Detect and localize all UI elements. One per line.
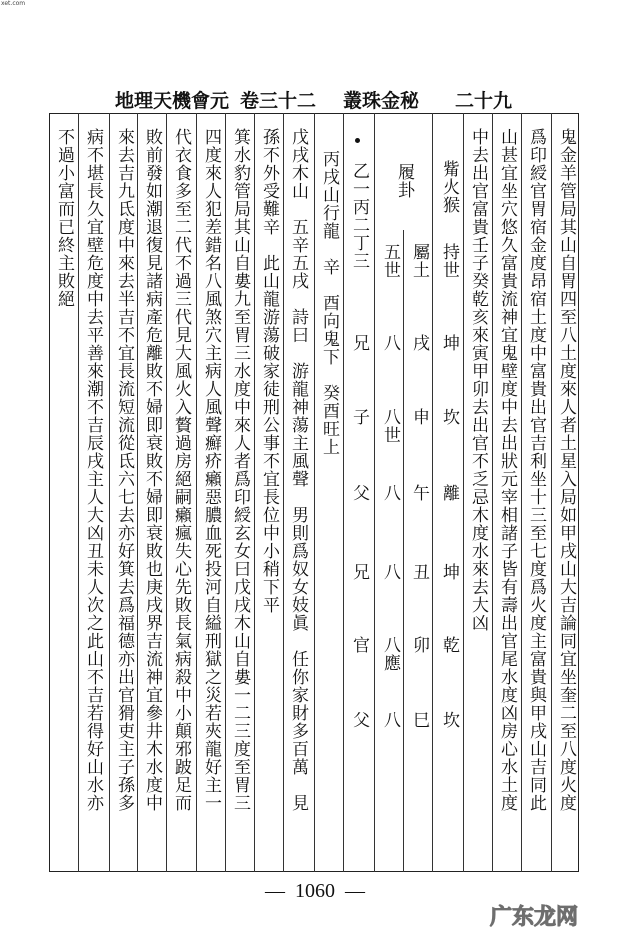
text-column: 戊戌木山 五辛五戌 詩曰 游龍神蕩主風聲 男則爲奴女妓眞 任你家財多百萬 見 [288,128,308,812]
hexagram-name: 履卦 [394,163,414,199]
text-column: 中去出官富貴壬子癸乾亥來寅甲卯去出官不乏忌木度水來去大凶 [468,128,488,632]
text-column: 敗前發如潮退復見諸病產危離敗不婦即衰敗不婦即衰敗也庚戌界吉流神宜參井木水度中 [142,128,162,812]
text-column: 鬼金羊管局其山自胃四至八土度來人者土星入局如甲戌山大吉論同宜坐奎二至八度火度 [556,128,576,812]
line-number: 八 [380,711,400,729]
element-label: 屬土 [409,243,429,279]
watermark-logo: 广东龙网 [490,905,579,930]
site-mark: xet.com [1,0,26,7]
text-column: 箕水豹管局其山自婁九至胃三水度中來人者爲印綬玄女曰戊戌木山自婁一二三度至胃三 [230,128,250,812]
text-column: 山甚宜坐穴悠久富貴流神宜鬼壁度中去出狀元宰相諸子皆有壽出官尾水度凶房心水土度 [497,128,517,812]
earthly-branch: 丑 [409,563,429,581]
line-number: 八 [380,334,400,352]
six-relation: 兄 [349,563,369,581]
line-number: 八應 [380,636,400,672]
book-title: 地理天機會元 [115,90,230,112]
six-relation: 子 [349,408,369,426]
trigram: 坎 [439,408,459,426]
line-number: 八 [380,563,400,581]
earthly-branch: 午 [409,484,429,502]
earthly-branch: 卯 [409,636,429,654]
text-column: 孫不外受難辛 此山龍游蕩破家徒刑公事不宜長位中小稍下平 [259,128,279,614]
section-title: 叢珠金秘 [343,90,420,112]
star-name: 觜火猴 [439,160,459,214]
line-number: 八 [380,484,400,502]
text-column: 不過小富而已終主敗絕 [54,128,74,308]
volume-label: 卷三十二 [240,90,317,112]
earthly-branch: 戌 [409,334,429,352]
stems-label: 乙一丙二丁三 [349,162,369,270]
six-relation: 兄 [349,334,369,352]
page-number: — 1060 — [265,880,365,902]
earthly-branch: 申 [409,408,429,426]
text-column: 爲印綬官胃宿金度昂宿土度中富貴出官吉利坐十三至七度爲火度主富貴與甲戌山吉同此 [526,128,546,812]
six-relation: 父 [349,711,369,729]
text-column: 來去吉九氐度中來去半吉不宜長流短流從氐六七去亦好箕去爲福德亦出官猾吏主子孫多 [114,128,134,812]
six-relation: 官 [349,636,369,654]
shi-label: 持世 [439,243,459,279]
folio-number: 二十九 [455,90,513,112]
trigram: 乾 [439,636,459,654]
text-column: 丙戌山行龍 辛 酉向鬼下 癸酉旺上 [319,150,339,456]
marker-dot [355,138,360,143]
generation-label: 五世 [380,243,400,279]
earthly-branch: 巳 [409,711,429,729]
six-relation: 父 [349,484,369,502]
trigram: 離 [439,484,459,502]
text-column: 代衣食多至二代不過三代見大風火入贅過房絕嗣癩瘋失心先敗長氣病殺中小顛邪跛足而 [171,128,191,812]
text-column: 病不堪長久宜壁危度中去平善來潮不吉辰戌主人大凶丑未人次之此山不吉若得好山水亦 [83,128,103,812]
trigram: 坤 [439,563,459,581]
subcolumn-divider [403,230,404,872]
text-column: 四度來人犯差錯名八風煞穴主病人風聲癬疥癩惡膿血死投河自縊刑獄之災若夾龍好主一 [201,128,221,812]
trigram: 坎 [439,711,459,729]
trigram: 坤 [439,334,459,352]
line-number: 八世 [380,408,400,444]
